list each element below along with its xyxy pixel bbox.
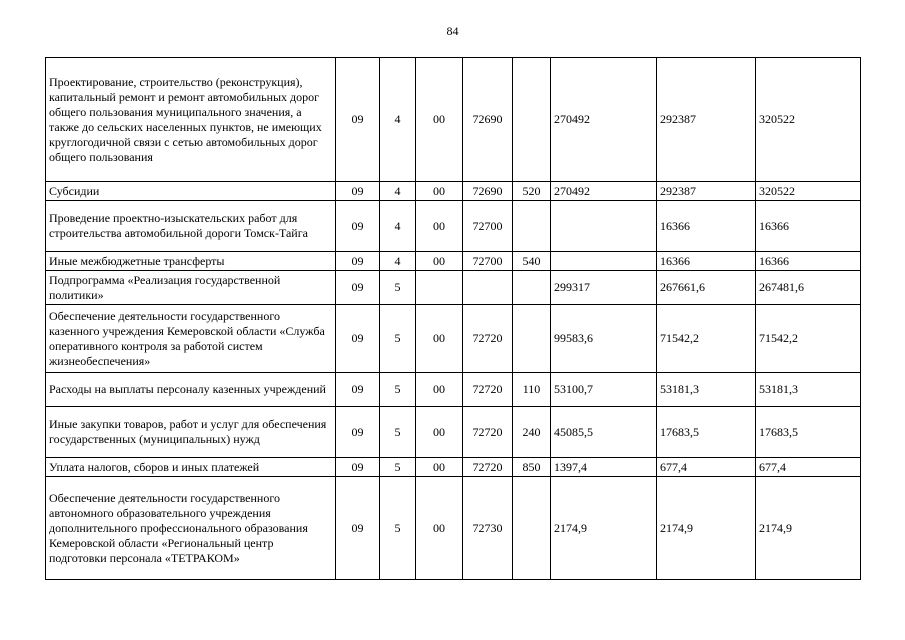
- row-amount-year3: 267481,6: [756, 271, 861, 305]
- row-subsection: 4: [380, 252, 416, 271]
- row-amount-year2: 2174,9: [657, 477, 756, 580]
- row-code: 72720: [463, 407, 513, 458]
- row-amount-year1: 2174,9: [551, 477, 657, 580]
- row-amount-year1: 1397,4: [551, 458, 657, 477]
- row-section: 09: [336, 201, 380, 252]
- table-row: [46, 182, 861, 201]
- row-program: 00: [416, 305, 463, 373]
- row-code: 72690: [463, 182, 513, 201]
- row-amount-year2: 17683,5: [657, 407, 756, 458]
- row-code: 72720: [463, 305, 513, 373]
- row-amount-year2: 71542,2: [657, 305, 756, 373]
- row-name: Проведение проектно-изыскательских работ для строительства автомобильной дороги Томск-Тайга: [46, 201, 336, 252]
- row-amount-year1: 99583,6: [551, 305, 657, 373]
- row-amount-year1: 45085,5: [551, 407, 657, 458]
- row-section: 09: [336, 407, 380, 458]
- row-amount-year3: 320522: [756, 58, 861, 182]
- row-program: 00: [416, 407, 463, 458]
- row-expense-type: [513, 305, 551, 373]
- row-amount-year1: 299317: [551, 271, 657, 305]
- row-section: 09: [336, 58, 380, 182]
- row-subsection: 5: [380, 271, 416, 305]
- row-section: 09: [336, 373, 380, 407]
- table-row: [46, 407, 861, 458]
- row-expense-type: [513, 271, 551, 305]
- row-amount-year2: 677,4: [657, 458, 756, 477]
- row-amount-year3: 71542,2: [756, 305, 861, 373]
- row-section: 09: [336, 252, 380, 271]
- row-amount-year2: 267661,6: [657, 271, 756, 305]
- row-name: Проектирование, строительство (реконструкция), капитальный ремонт и ремонт автомобильных дорог общего пользования муниципального значения, а также до сельских населенных пунктов, не имеющих круглогодичной связи с сетью автомобильных дорог общего пользования: [46, 58, 336, 182]
- row-amount-year1: 270492: [551, 182, 657, 201]
- row-name: Субсидии: [46, 182, 336, 201]
- row-amount-year2: 292387: [657, 58, 756, 182]
- row-program: 00: [416, 58, 463, 182]
- row-amount-year3: 320522: [756, 182, 861, 201]
- row-expense-type: [513, 477, 551, 580]
- row-section: 09: [336, 477, 380, 580]
- row-amount-year1: [551, 201, 657, 252]
- table-row: [46, 458, 861, 477]
- row-code: 72730: [463, 477, 513, 580]
- row-amount-year3: 2174,9: [756, 477, 861, 580]
- row-program: 00: [416, 477, 463, 580]
- budget-table-body: [46, 58, 861, 580]
- row-expense-type: 520: [513, 182, 551, 201]
- row-code: [463, 271, 513, 305]
- row-subsection: 5: [380, 458, 416, 477]
- row-name: Уплата налогов, сборов и иных платежей: [46, 458, 336, 477]
- row-amount-year1: [551, 252, 657, 271]
- row-code: 72700: [463, 252, 513, 271]
- table-row: [46, 201, 861, 252]
- row-subsection: 5: [380, 373, 416, 407]
- row-amount-year3: 17683,5: [756, 407, 861, 458]
- row-subsection: 4: [380, 201, 416, 252]
- row-expense-type: [513, 201, 551, 252]
- row-subsection: 5: [380, 305, 416, 373]
- row-section: 09: [336, 458, 380, 477]
- table-row: [46, 252, 861, 271]
- row-amount-year2: 53181,3: [657, 373, 756, 407]
- row-amount-year3: 16366: [756, 201, 861, 252]
- row-code: 72690: [463, 58, 513, 182]
- row-program: 00: [416, 201, 463, 252]
- row-expense-type: 850: [513, 458, 551, 477]
- table-row: [46, 271, 861, 305]
- row-program: 00: [416, 182, 463, 201]
- row-subsection: 4: [380, 58, 416, 182]
- row-amount-year2: 292387: [657, 182, 756, 201]
- row-subsection: 5: [380, 407, 416, 458]
- row-program: 00: [416, 252, 463, 271]
- table-row: [46, 305, 861, 373]
- row-amount-year3: 677,4: [756, 458, 861, 477]
- row-amount-year2: 16366: [657, 252, 756, 271]
- row-section: 09: [336, 305, 380, 373]
- row-amount-year3: 53181,3: [756, 373, 861, 407]
- budget-table: [45, 57, 861, 580]
- row-program: 00: [416, 458, 463, 477]
- row-code: 72720: [463, 373, 513, 407]
- row-expense-type: [513, 58, 551, 182]
- row-subsection: 4: [380, 182, 416, 201]
- row-name: Обеспечение деятельности государственного автономного образовательного учреждения дополнительного профессионального образования Кемеровской области «Региональный центр подготовки персонала «ТЕТРАКОМ»: [46, 477, 336, 580]
- row-name: Расходы на выплаты персоналу казенных учреждений: [46, 373, 336, 407]
- row-code: 72700: [463, 201, 513, 252]
- table-row: [46, 58, 861, 182]
- row-subsection: 5: [380, 477, 416, 580]
- row-program: [416, 271, 463, 305]
- row-amount-year3: 16366: [756, 252, 861, 271]
- row-expense-type: 110: [513, 373, 551, 407]
- row-expense-type: 240: [513, 407, 551, 458]
- row-expense-type: 540: [513, 252, 551, 271]
- row-section: 09: [336, 182, 380, 201]
- row-amount-year2: 16366: [657, 201, 756, 252]
- row-name: Иные межбюджетные трансферты: [46, 252, 336, 271]
- table-row: [46, 477, 861, 580]
- table-row: [46, 373, 861, 407]
- row-code: 72720: [463, 458, 513, 477]
- row-amount-year1: 270492: [551, 58, 657, 182]
- row-name: Подпрограмма «Реализация государственной политики»: [46, 271, 336, 305]
- row-name: Иные закупки товаров, работ и услуг для обеспечения государственных (муниципальных) нужд: [46, 407, 336, 458]
- page-number: 84: [446, 24, 459, 38]
- row-amount-year1: 53100,7: [551, 373, 657, 407]
- row-program: 00: [416, 373, 463, 407]
- row-name: Обеспечение деятельности государственного казенного учреждения Кемеровской области «Служба оперативного контроля за работой систем жизнеобеспечения»: [46, 305, 336, 373]
- row-section: 09: [336, 271, 380, 305]
